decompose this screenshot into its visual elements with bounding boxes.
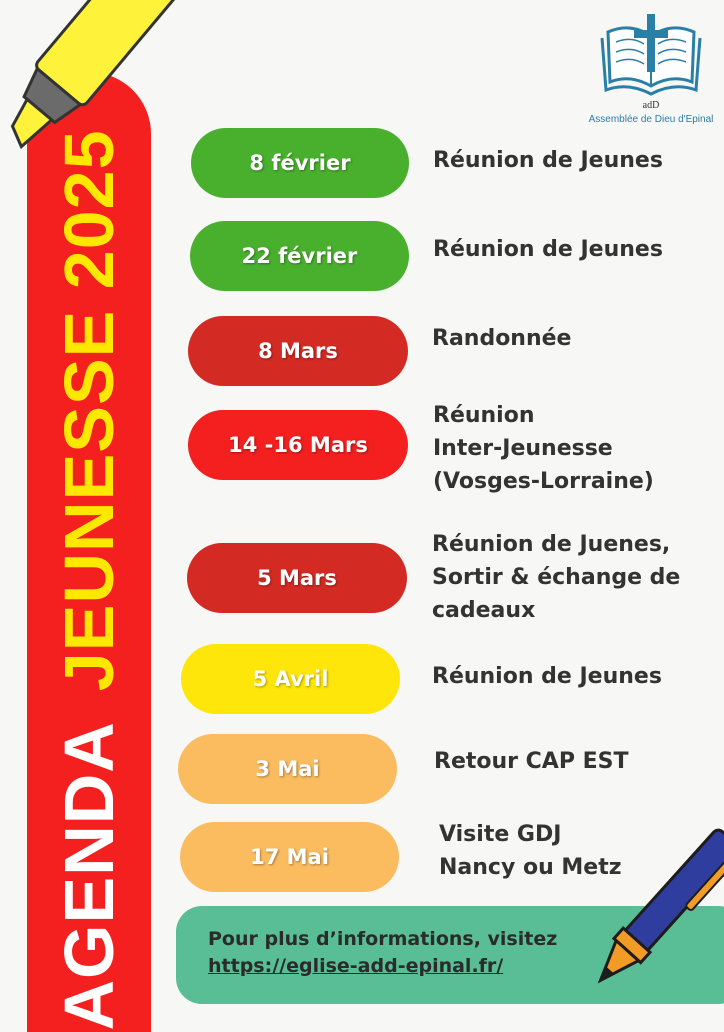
event-line: Réunion de Jeunes [433,237,663,262]
event-line: Sortir & échange de [432,565,681,590]
footer-message: Pour plus d’informations, visitez [208,928,558,950]
date-pill [190,221,409,291]
title-word-jeunesse-2025: JEUNESSE 2025 [50,129,128,692]
event-line: Réunion de Jeunes [433,148,663,173]
event-line: Réunion de Jeunes [432,664,662,689]
event-description [432,660,662,693]
date-label: 17 Mai [250,845,329,869]
date-pill [188,316,408,386]
date-pill [180,822,399,892]
footer-text [208,926,557,980]
date-label: 5 Mars [257,566,337,590]
date-pill [178,734,397,804]
event-line: Visite GDJ [439,822,562,847]
logo-caption: Assemblée de Dieu d'Epinal [588,114,714,125]
page-title [34,129,144,1031]
title-word-agenda: AGENDA [50,721,128,1031]
date-label: 14 -16 Mars [228,433,368,457]
event-description [433,399,654,498]
event-description [432,528,680,627]
event-line: Réunion de Juenes, [432,532,671,557]
date-label: 8 Mars [258,339,338,363]
date-pill [191,128,409,198]
date-pill [181,644,400,714]
church-logo [586,8,716,128]
event-line: cadeaux [432,598,536,623]
event-line: Réunion [433,403,535,428]
date-label: 5 Avril [252,667,329,691]
highlighter-icon [0,0,180,190]
event-line: Inter-Jeunesse [433,436,613,461]
date-label: 3 Mai [255,757,320,781]
logo-mark: adD [642,100,660,111]
event-line: (Vosges-Lorraine) [433,469,654,494]
date-pill [188,410,408,480]
event-description [433,144,663,177]
date-label: 22 février [241,244,358,268]
event-description [433,233,663,266]
event-description [434,745,629,778]
event-line: Retour CAP EST [434,749,629,774]
website-link[interactable]: https://eglise-add-epinal.fr/ [208,955,504,977]
event-description [432,322,571,355]
date-pill [187,543,407,613]
open-bible-cross-icon [596,8,706,100]
pen-icon [592,820,724,1010]
event-line: Nancy ou Metz [439,855,622,880]
date-label: 8 février [249,151,351,175]
event-line: Randonnée [432,326,572,351]
